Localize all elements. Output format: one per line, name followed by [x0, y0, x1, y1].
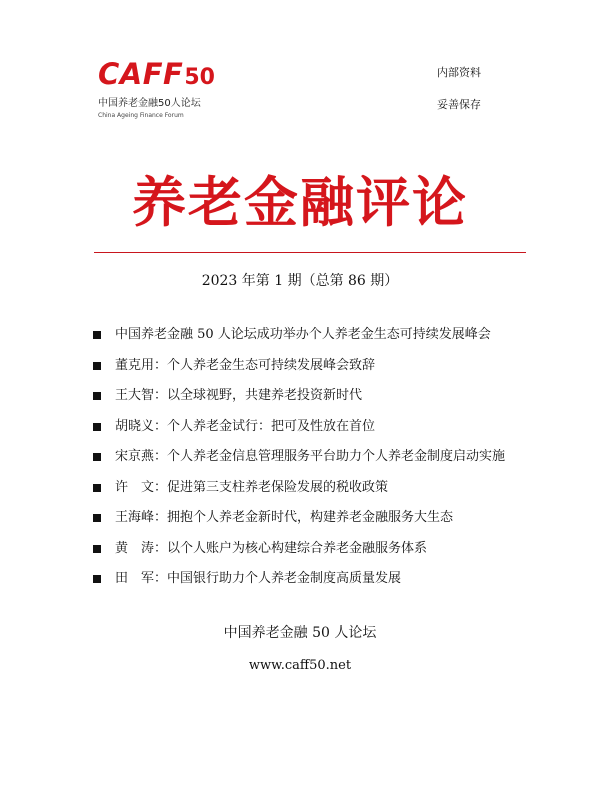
issue-number: 2023 年第 1 期（总第 86 期） — [201, 273, 399, 289]
toc-item — [93, 564, 505, 595]
toc-item-text: 宋京燕：个人养老金信息管理服务平台助力个人养老金制度启动实施 — [115, 449, 506, 465]
square-bullet-icon — [93, 362, 101, 370]
logo-english-name: China Ageing Finance Forum — [98, 112, 184, 119]
logo-mark-text: CAFF — [98, 57, 184, 91]
toc-item-text: 田 军：中国银行助力个人养老金制度高质量发展 — [115, 571, 402, 587]
square-bullet-icon — [93, 575, 101, 583]
toc-item — [93, 534, 505, 565]
toc-item-text: 董克用：个人养老金生态可持续发展峰会致辞 — [115, 357, 376, 373]
table-of-contents — [93, 320, 505, 595]
toc-item — [93, 320, 505, 351]
square-bullet-icon — [93, 331, 101, 339]
square-bullet-icon — [93, 484, 101, 492]
logo-chinese-name: 中国养老金融50人论坛 — [98, 98, 201, 109]
toc-item — [93, 503, 505, 534]
forum-name-footer: 中国养老金融 50 人论坛 — [223, 625, 377, 641]
toc-item — [93, 473, 505, 504]
toc-item — [93, 381, 505, 412]
toc-item-text: 中国养老金融 50 人论坛成功举办个人养老金生态可持续发展峰会 — [115, 327, 491, 343]
forum-logo — [98, 58, 258, 120]
square-bullet-icon — [93, 453, 101, 461]
internal-material-note: 内部资料 — [437, 66, 481, 79]
title-divider — [94, 252, 526, 253]
toc-item — [93, 442, 505, 473]
square-bullet-icon — [93, 423, 101, 431]
publication-title: 养老金融评论 — [132, 170, 468, 234]
toc-item — [93, 412, 505, 443]
toc-item-text: 王海峰：拥抱个人养老金新时代，构建养老金融服务大生态 — [115, 510, 454, 526]
toc-item-text: 黄 涛：以个人账户为核心构建综合养老金融服务体系 — [115, 540, 428, 556]
square-bullet-icon — [93, 545, 101, 553]
toc-item — [93, 351, 505, 382]
toc-item-text: 胡晓义：个人养老金试行：把可及性放在首位 — [115, 418, 376, 434]
toc-item-text: 王大智：以全球视野，共建养老投资新时代 — [115, 388, 363, 404]
keep-safely-note: 妥善保存 — [437, 98, 481, 111]
square-bullet-icon — [93, 392, 101, 400]
toc-item-text: 许 文：促进第三支柱养老保险发展的税收政策 — [115, 479, 389, 495]
website-url[interactable]: www.caff50.net — [248, 658, 352, 673]
logo-wordmark — [98, 58, 258, 94]
logo-mark-number: 50 — [184, 65, 215, 90]
square-bullet-icon — [93, 514, 101, 522]
